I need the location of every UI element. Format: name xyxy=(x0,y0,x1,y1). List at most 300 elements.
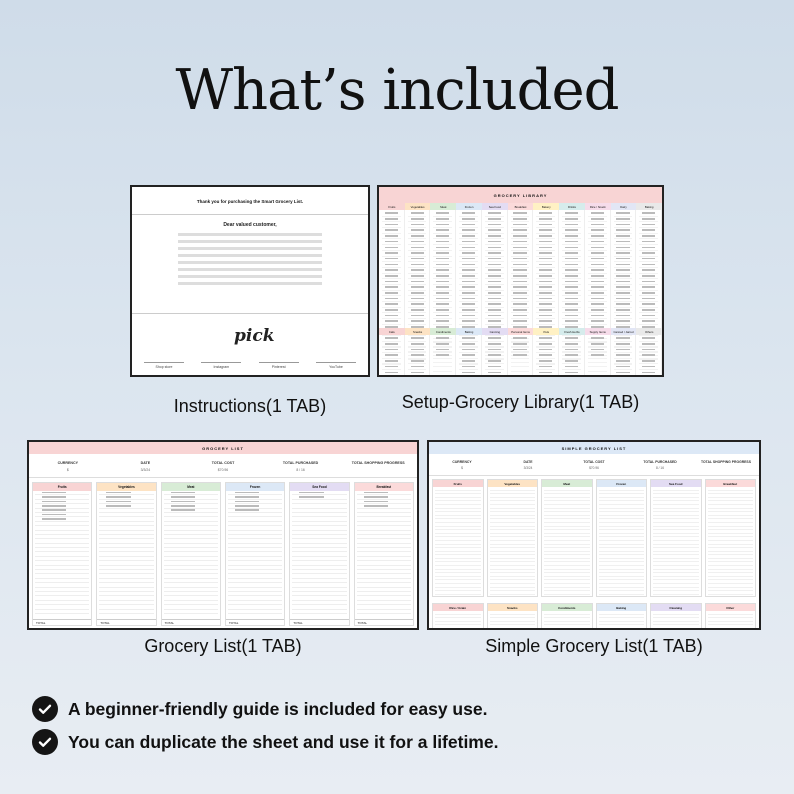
category-header: Breakfast xyxy=(355,483,413,491)
library-item xyxy=(511,349,530,353)
library-item xyxy=(485,372,504,376)
library-item xyxy=(382,315,401,319)
library-item xyxy=(382,241,401,245)
library-item xyxy=(536,218,555,222)
library-item xyxy=(562,258,581,262)
library-item xyxy=(588,224,607,228)
library-item xyxy=(485,343,504,347)
check-icon xyxy=(32,729,58,755)
library-item xyxy=(382,372,401,376)
library-item xyxy=(511,292,530,296)
library-item xyxy=(536,298,555,302)
library-item xyxy=(614,309,633,313)
library-item xyxy=(382,229,401,233)
stat-label: CURRENCY xyxy=(57,461,78,465)
stat xyxy=(339,454,417,477)
category-box xyxy=(650,479,702,597)
library-item xyxy=(485,366,504,370)
library-item xyxy=(639,315,658,319)
library-item xyxy=(408,275,427,279)
stat-value: $70.96 xyxy=(217,468,229,472)
table-row[interactable] xyxy=(490,629,536,630)
library-item xyxy=(614,292,633,296)
library-item xyxy=(459,337,478,341)
simple-title: SIMPLE GROCERY LIST xyxy=(429,442,759,454)
library-item xyxy=(588,309,607,313)
category-header: Condiments xyxy=(542,604,592,611)
category-box xyxy=(225,482,285,626)
library-item xyxy=(536,241,555,245)
library-item xyxy=(433,376,452,377)
library-item xyxy=(485,258,504,262)
library-item xyxy=(536,275,555,279)
library-item xyxy=(511,343,530,347)
total-row: TOTAL xyxy=(33,619,91,625)
social-link[interactable]: Instagram xyxy=(201,362,241,369)
library-item xyxy=(588,349,607,353)
table-row[interactable] xyxy=(435,629,481,630)
library-item xyxy=(382,235,401,239)
table-row[interactable] xyxy=(544,625,590,629)
library-item xyxy=(485,298,504,302)
library-item xyxy=(511,247,530,251)
library-item xyxy=(639,303,658,307)
total-row: TOTAL xyxy=(355,619,413,625)
library-item xyxy=(536,343,555,347)
library-item xyxy=(511,212,530,216)
library-column xyxy=(559,335,585,377)
library-item xyxy=(614,241,633,245)
library-item xyxy=(562,366,581,370)
text-line xyxy=(178,240,322,243)
greeting: Dear valued customer, xyxy=(223,222,277,228)
stat-label: TOTAL SHOPPING PROGRESS xyxy=(351,461,405,465)
library-item xyxy=(639,292,658,296)
library-item xyxy=(408,303,427,307)
stat xyxy=(184,454,262,477)
instructions-caption: Instructions(1 TAB) xyxy=(173,396,327,416)
library-category-header: Canning xyxy=(482,328,508,335)
library-item xyxy=(562,376,581,377)
category-header: Rice / Grain xyxy=(433,604,483,611)
table-row[interactable] xyxy=(544,591,590,595)
library-item xyxy=(459,258,478,262)
library-item xyxy=(562,303,581,307)
library-item xyxy=(511,298,530,302)
library-item xyxy=(562,281,581,285)
library-item xyxy=(639,281,658,285)
library-item xyxy=(408,372,427,376)
stat-value: $ xyxy=(66,468,69,472)
library-column xyxy=(533,210,559,328)
library-item xyxy=(382,366,401,370)
library-category-header: Snacks xyxy=(405,328,431,335)
library-item xyxy=(588,343,607,347)
library-item xyxy=(588,292,607,296)
library-item xyxy=(459,292,478,296)
table-row[interactable] xyxy=(35,610,89,614)
library-item xyxy=(433,235,452,239)
library-item xyxy=(588,315,607,319)
library-item xyxy=(408,258,427,262)
library-category-header: Fresh Herbs xyxy=(559,328,585,335)
stat xyxy=(561,454,627,475)
table-row[interactable] xyxy=(99,610,153,614)
library-item xyxy=(614,281,633,285)
library-item xyxy=(408,224,427,228)
library-item xyxy=(459,235,478,239)
library-item xyxy=(562,360,581,364)
library-column xyxy=(585,210,611,328)
library-item xyxy=(562,241,581,245)
library-item xyxy=(562,320,581,324)
library-item xyxy=(459,269,478,273)
simple-boxes-2 xyxy=(429,600,759,630)
library-item xyxy=(459,247,478,251)
table-row[interactable] xyxy=(357,610,411,614)
library-item xyxy=(639,224,658,228)
library-item xyxy=(408,241,427,245)
library-categories-2 xyxy=(379,328,662,335)
library-item xyxy=(614,258,633,262)
library-item xyxy=(408,269,427,273)
library-item xyxy=(408,218,427,222)
library-item xyxy=(485,337,504,341)
library-item xyxy=(433,286,452,290)
library-item xyxy=(459,354,478,358)
library-item xyxy=(536,252,555,256)
library-item xyxy=(562,224,581,228)
library-item xyxy=(459,218,478,222)
page-title: What’s included xyxy=(175,58,619,123)
library-category-header: Baking xyxy=(456,328,482,335)
library-item xyxy=(639,275,658,279)
table-row[interactable] xyxy=(708,629,754,630)
library-item xyxy=(639,360,658,364)
library-item xyxy=(485,309,504,313)
simple-boxes xyxy=(429,476,759,600)
library-item xyxy=(562,298,581,302)
library-item xyxy=(511,241,530,245)
text-line xyxy=(178,268,322,271)
category-header: Sea Food xyxy=(290,483,348,491)
library-item xyxy=(562,275,581,279)
library-item xyxy=(562,247,581,251)
library-item xyxy=(459,286,478,290)
library-item xyxy=(588,372,607,376)
library-item xyxy=(408,286,427,290)
total-row: TOTAL xyxy=(226,619,284,625)
library-item xyxy=(562,337,581,341)
table-row[interactable] xyxy=(292,610,346,614)
library-item xyxy=(511,258,530,262)
library-item xyxy=(588,320,607,324)
library-item xyxy=(433,258,452,262)
library-item xyxy=(588,218,607,222)
library-item xyxy=(433,212,452,216)
library-item xyxy=(459,229,478,233)
library-item xyxy=(408,298,427,302)
library-item xyxy=(459,252,478,256)
table-row[interactable] xyxy=(490,591,536,595)
library-item xyxy=(588,264,607,268)
library-item xyxy=(536,337,555,341)
library-item xyxy=(588,298,607,302)
library-item xyxy=(459,343,478,347)
library-item xyxy=(459,360,478,364)
table-row[interactable] xyxy=(544,629,590,630)
feature-item xyxy=(32,729,498,755)
category-box xyxy=(487,479,539,597)
library-item xyxy=(511,281,530,285)
library-item xyxy=(639,349,658,353)
library-item xyxy=(408,315,427,319)
library-item xyxy=(536,315,555,319)
library-item xyxy=(459,309,478,313)
category-header: Fruits xyxy=(33,483,91,491)
library-caption: Setup-Grocery Library(1 TAB) xyxy=(401,392,640,412)
library-item xyxy=(614,252,633,256)
library-item xyxy=(433,337,452,341)
library-item xyxy=(408,247,427,251)
library-item xyxy=(588,247,607,251)
library-category-header: Vegetables xyxy=(405,203,431,210)
library-item xyxy=(614,349,633,353)
library-category-header: Sea Food xyxy=(482,203,508,210)
library-item xyxy=(536,320,555,324)
stat xyxy=(429,454,495,475)
stat-value: $70.96 xyxy=(589,466,599,470)
library-item xyxy=(614,212,633,216)
total-row: TOTAL xyxy=(290,619,348,625)
instructions-preview xyxy=(130,185,370,377)
library-item xyxy=(382,212,401,216)
library-column xyxy=(611,210,637,328)
brand-logo xyxy=(234,326,274,346)
text-line xyxy=(178,254,322,257)
library-item xyxy=(485,292,504,296)
library-item xyxy=(562,212,581,216)
library-item xyxy=(588,212,607,216)
social-link[interactable]: Pinterest xyxy=(259,362,299,369)
library-item xyxy=(614,366,633,370)
library-item xyxy=(614,354,633,358)
library-item xyxy=(511,275,530,279)
library-item xyxy=(511,229,530,233)
stat xyxy=(627,454,693,475)
library-column xyxy=(379,335,405,377)
library-item xyxy=(459,264,478,268)
library-item xyxy=(485,229,504,233)
library-column xyxy=(611,335,637,377)
logo-text: pick xyxy=(234,326,275,346)
library-column xyxy=(482,210,508,328)
library-item xyxy=(459,298,478,302)
table-row[interactable] xyxy=(653,591,699,595)
library-item xyxy=(408,366,427,370)
category-box xyxy=(432,479,484,597)
social-link[interactable]: Shop store xyxy=(144,362,184,369)
grocery-boxes xyxy=(29,478,417,630)
grocery-list-preview xyxy=(27,440,419,630)
total-row: TOTAL xyxy=(97,619,155,625)
library-item xyxy=(536,372,555,376)
table-row[interactable] xyxy=(164,610,218,614)
table-row[interactable] xyxy=(228,610,282,614)
library-item xyxy=(588,337,607,341)
library-item xyxy=(511,224,530,228)
library-item xyxy=(382,275,401,279)
library-item xyxy=(382,281,401,285)
library-item xyxy=(536,235,555,239)
library-item xyxy=(614,298,633,302)
library-item xyxy=(459,315,478,319)
library-item xyxy=(485,303,504,307)
library-item xyxy=(639,298,658,302)
library-category-header: Dairy xyxy=(611,203,637,210)
stat-label: TOTAL SHOPPING PROGRESS xyxy=(701,460,751,464)
library-item xyxy=(639,366,658,370)
library-item xyxy=(639,258,658,262)
library-item xyxy=(433,275,452,279)
table-row[interactable] xyxy=(708,625,754,629)
social-links xyxy=(144,362,356,369)
social-link[interactable]: YouTube xyxy=(316,362,356,369)
table-row[interactable] xyxy=(708,591,754,595)
library-item xyxy=(614,315,633,319)
library-column xyxy=(456,335,482,377)
library-category-header: Fruits xyxy=(379,203,405,210)
library-item xyxy=(639,212,658,216)
library-item xyxy=(614,343,633,347)
library-item xyxy=(408,354,427,358)
library-item xyxy=(588,269,607,273)
library-item xyxy=(614,235,633,239)
library-item xyxy=(562,315,581,319)
category-box xyxy=(541,479,593,597)
library-item xyxy=(382,337,401,341)
library-item xyxy=(562,229,581,233)
library-item xyxy=(536,354,555,358)
library-item xyxy=(562,354,581,358)
library-item xyxy=(588,258,607,262)
table-row[interactable] xyxy=(599,591,645,595)
library-column xyxy=(636,335,662,377)
library-item xyxy=(459,320,478,324)
library-item xyxy=(459,281,478,285)
library-item xyxy=(408,337,427,341)
library-item xyxy=(639,309,658,313)
library-item xyxy=(408,376,427,377)
library-item xyxy=(485,241,504,245)
check-icon xyxy=(32,696,58,722)
library-preview xyxy=(377,185,664,377)
library-category-header: Canned / Jarred xyxy=(611,328,637,335)
category-box xyxy=(596,603,648,630)
library-category-header: Personal Items xyxy=(508,328,534,335)
library-item xyxy=(485,264,504,268)
library-item xyxy=(382,224,401,228)
table-row[interactable] xyxy=(490,625,536,629)
library-item xyxy=(588,286,607,290)
stat xyxy=(107,454,185,477)
library-column xyxy=(430,210,456,328)
library-category-header: Rice / Snack xyxy=(585,203,611,210)
library-column xyxy=(456,210,482,328)
category-header: Frozen xyxy=(226,483,284,491)
library-item xyxy=(433,224,452,228)
library-item xyxy=(408,292,427,296)
table-row[interactable] xyxy=(599,625,645,629)
instructions-header: Thank you for purchasing the Smart Grocery List. xyxy=(132,187,368,215)
library-item xyxy=(382,218,401,222)
library-item xyxy=(562,343,581,347)
library-item xyxy=(485,247,504,251)
category-box xyxy=(487,603,539,630)
category-box xyxy=(541,603,593,630)
library-item xyxy=(536,366,555,370)
library-item xyxy=(562,372,581,376)
library-item xyxy=(536,303,555,307)
stat-label: DATE xyxy=(140,461,151,465)
library-category-header: Others xyxy=(636,328,662,335)
library-item xyxy=(614,372,633,376)
library-item xyxy=(459,241,478,245)
stat xyxy=(693,454,759,475)
library-column xyxy=(482,335,508,377)
library-category-header: Meat xyxy=(430,203,456,210)
library-item xyxy=(639,337,658,341)
library-item xyxy=(588,303,607,307)
text-line xyxy=(178,261,322,264)
library-item xyxy=(485,212,504,216)
library-item xyxy=(382,252,401,256)
feature-text: You can duplicate the sheet and use it for a lifetime. xyxy=(68,731,499,752)
library-item xyxy=(511,309,530,313)
library-item xyxy=(588,281,607,285)
table-row[interactable] xyxy=(435,625,481,629)
library-item xyxy=(511,315,530,319)
table-row[interactable] xyxy=(599,629,645,630)
library-column xyxy=(430,335,456,377)
library-item xyxy=(485,320,504,324)
category-box xyxy=(96,482,156,626)
library-item xyxy=(459,372,478,376)
category-box xyxy=(354,482,414,626)
table-row[interactable] xyxy=(653,629,699,630)
library-item xyxy=(459,275,478,279)
library-column xyxy=(533,335,559,377)
library-item xyxy=(382,286,401,290)
library-item xyxy=(485,235,504,239)
category-header: Vegetables xyxy=(97,483,155,491)
library-item xyxy=(562,286,581,290)
table-row[interactable] xyxy=(435,591,481,595)
library-categories xyxy=(379,203,662,210)
library-item xyxy=(485,275,504,279)
category-header: Cleaning xyxy=(651,604,701,611)
library-item xyxy=(536,349,555,353)
simple-stats xyxy=(429,454,759,476)
text-line xyxy=(178,275,322,278)
stat-label: TOTAL COST xyxy=(583,460,605,464)
table-row[interactable] xyxy=(653,625,699,629)
library-item xyxy=(485,252,504,256)
library-item xyxy=(614,229,633,233)
library-item xyxy=(614,320,633,324)
library-item xyxy=(511,235,530,239)
library-column xyxy=(379,210,405,328)
